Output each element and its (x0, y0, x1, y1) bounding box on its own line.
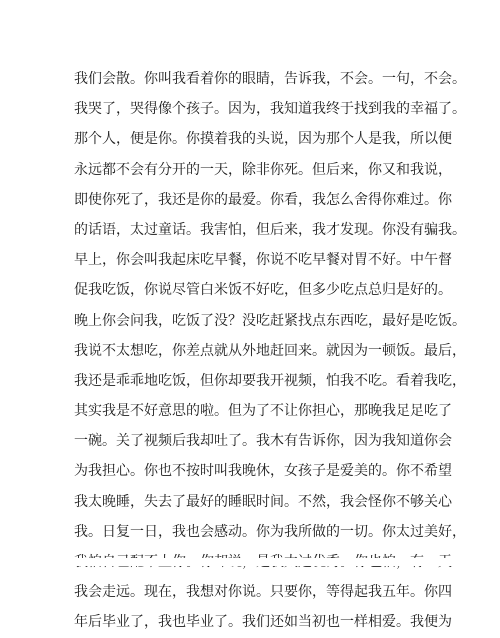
text-line: 我哭了，哭得像个孩子。因为，我知道我终于找到我的幸福了。 (74, 101, 466, 118)
text-line: 早上，你会叫我起床吃早餐，你说不吃早餐对胃不好。中午督 (74, 252, 452, 269)
text-line: 那个人，便是你。你摸着我的头说，因为那个人是我，所以便 (74, 131, 452, 148)
text-line: 我会走远。现在，我想对你说。只要你，等得起我五年。你四 (74, 584, 452, 601)
text-line: 我还是乖乖地吃饭，但你却要我开视频，怕我不吃。看着我吃， (74, 372, 466, 389)
text-line: 晚上你会问我，吃饭了没？没吃赶紧找点东西吃，最好是吃饭。 (74, 312, 466, 329)
text-line: 的话语，太过童话。我害怕，但后来，我才发现。你没有骗我。 (74, 221, 466, 238)
text-line: 其实我是不好意思的啦。但为了不让你担心，那晚我足足吃了 (74, 403, 452, 420)
text-line: 我们会散。你叫我看着你的眼睛，告诉我，不会。一句，不会。 (74, 71, 466, 87)
text-line: 为我担心。你也不按时叫我晚休，女孩子是爱美的。你不希望 (74, 463, 452, 480)
text-line: 促我吃饭，你说尽管白米饭不好吃，但多少吃点总归是好的。 (74, 282, 452, 299)
page-bottom-edge (0, 558, 500, 566)
text-line: 即使你死了，我还是你的最爱。你看，我怎么舍得你难过。你 (74, 191, 452, 208)
text-line: 年后毕业了，我也毕业了。我们还如当初也一样相爱。我便为 (74, 614, 452, 631)
text-line: 我说不太想吃，你差点就从外地赶回来。就因为一顿饭。最后， (74, 342, 466, 359)
body-text (74, 64, 466, 638)
text-line: 我。日复一日，我也会感动。你为我所做的一切。你太过美好， (74, 523, 466, 540)
text-line: 一碗。关了视频后我却吐了。我木有告诉你，因为我知道你会 (74, 433, 452, 450)
text-line: 我太晚睡，失去了最好的睡眠时间。不然，我会怪你不够关心 (74, 493, 452, 510)
text-line: 永远都不会有分开的一天，除非你死。但后来，你又和我说， (74, 161, 452, 178)
